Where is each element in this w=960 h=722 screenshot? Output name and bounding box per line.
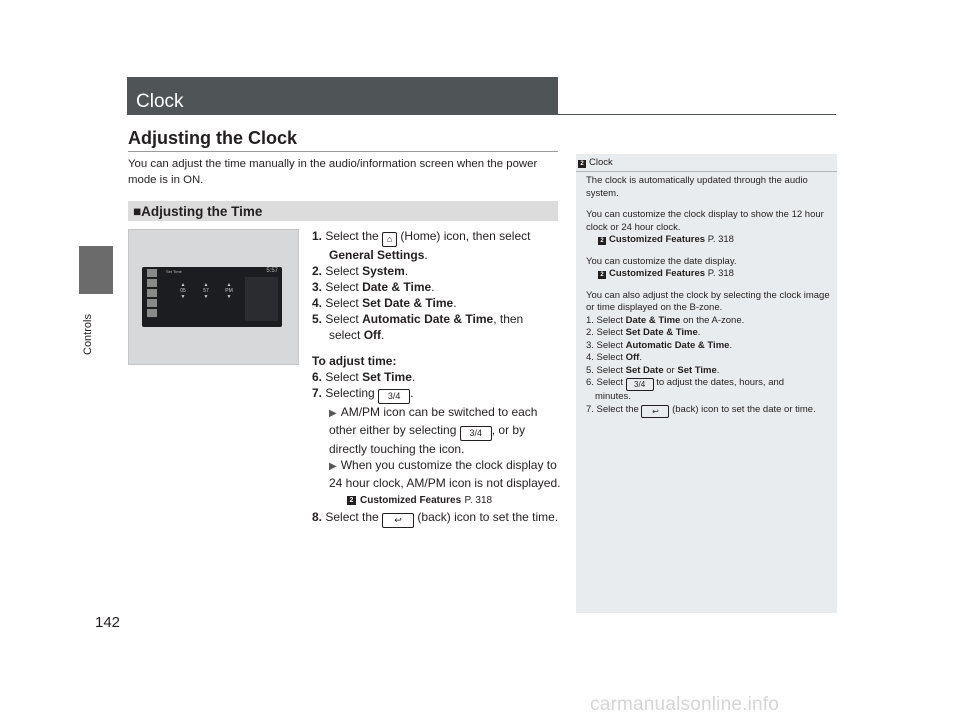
minute-value: 57 xyxy=(203,288,209,294)
step-7-note-1: ▶ AM/PM icon can be switched to each other either by selecting 3/4 , or by directly touching the icon. xyxy=(329,405,538,456)
home-icon: ⌂ xyxy=(382,232,397,247)
notes-heading: 2 Clock xyxy=(578,157,613,170)
subsection-title: ■Adjusting the Time xyxy=(133,204,263,219)
section-heading: Adjusting the Clock xyxy=(128,128,298,148)
reference-icon: 2 xyxy=(347,496,356,505)
up-down-icon: 3/4 xyxy=(460,426,492,441)
page-number: 142 xyxy=(95,614,121,631)
arrow-icon: ▶ xyxy=(329,408,337,419)
step-2: 2. Select System. xyxy=(312,264,409,278)
reference-icon: 2 xyxy=(598,271,606,279)
intro-text: You can adjust the time manually in the audio/information screen when the power mode is in ON. xyxy=(128,158,538,186)
note-list-3: 3. Select Automatic Date & Time. xyxy=(586,339,733,351)
reference-icon: 2 xyxy=(598,237,606,245)
note-p3: You can customize the date display. 2 Customized Features P. 318 xyxy=(586,255,737,279)
step-4: 4. Select Set Date & Time. xyxy=(312,296,457,310)
hour-selector: ▲ 05 ▼ xyxy=(180,282,186,300)
up-down-icon: 3/4 xyxy=(626,378,654,391)
screen-illustration xyxy=(128,229,299,365)
step-5: 5. Select Automatic Date & Time, then select Off. xyxy=(312,312,524,342)
chapter-title: Clock xyxy=(136,91,184,112)
note-list-5: 5. Select Set Date or Set Time. xyxy=(586,364,720,376)
note-list-1: 1. Select Date & Time on the A-zone. xyxy=(586,314,745,326)
note-p2: You can customize the clock display to show the 12 hour clock or 24 hour clock. 2 Customized Features P. 318 xyxy=(586,209,824,245)
notes-rule xyxy=(576,171,837,172)
note-list-4: 4. Select Off. xyxy=(586,352,642,363)
side-notes xyxy=(576,154,837,613)
note-list-2: 2. Select Set Date & Time. xyxy=(586,327,701,338)
step-list xyxy=(312,228,562,528)
heading-rule xyxy=(128,151,558,152)
step-6: 6. Select Set Time. xyxy=(312,370,416,384)
step-1: 1. Select the ⌂ (Home) icon, then select General Settings. xyxy=(312,229,531,262)
step-7-note-2: ▶ When you customize the clock display to 24 hour clock, AM/PM icon is not displayed. xyxy=(329,458,561,490)
screen-sidebar xyxy=(147,269,161,325)
back-icon: ↩ xyxy=(641,405,669,418)
note-list-6: 6. Select 3/4 to adjust the dates, hours, and xyxy=(586,377,785,389)
title-rule xyxy=(558,114,836,115)
ampm-value: PM xyxy=(225,288,233,294)
chapter-title-bar xyxy=(127,77,558,115)
adjust-heading: To adjust time: xyxy=(312,354,397,368)
step-7-ref: 2 Customized Features P. 318 xyxy=(312,491,562,509)
audio-screen xyxy=(142,267,282,327)
section-tab xyxy=(79,246,113,294)
minute-selector: ▲ 57 ▼ xyxy=(203,282,209,300)
note-p1: The clock is automatically updated through the audio system. xyxy=(586,175,808,199)
up-down-icon: 3/4 xyxy=(378,389,410,404)
note-icon: 2 xyxy=(578,160,586,168)
step-7: 7. Selecting 3/4 . xyxy=(312,385,562,404)
note-p4: You can also adjust the clock by selecting the clock image or time displayed on the B-zone. xyxy=(586,289,830,313)
step-3: 3. Select Date & Time. xyxy=(312,280,435,294)
step-8: 8. Select the ↩ (back) icon to set the time. xyxy=(312,509,562,528)
note-list-7: 7. Select the ↩ (back) icon to set the date or time. xyxy=(586,403,816,416)
screen-title: Set Time xyxy=(166,269,182,274)
watermark: carmanualsonline.info xyxy=(590,694,780,715)
note-list-6-cont: minutes. xyxy=(595,391,631,402)
hour-value: 05 xyxy=(180,288,186,294)
screen-right-panel xyxy=(245,277,278,321)
screen-clock: 5:57 xyxy=(266,268,278,274)
section-label: Controls xyxy=(82,314,94,355)
subsection-bar xyxy=(128,201,558,221)
arrow-icon: ▶ xyxy=(329,461,337,472)
ampm-selector: ▲ PM ▼ xyxy=(225,282,233,300)
back-icon: ↩ xyxy=(382,513,414,528)
